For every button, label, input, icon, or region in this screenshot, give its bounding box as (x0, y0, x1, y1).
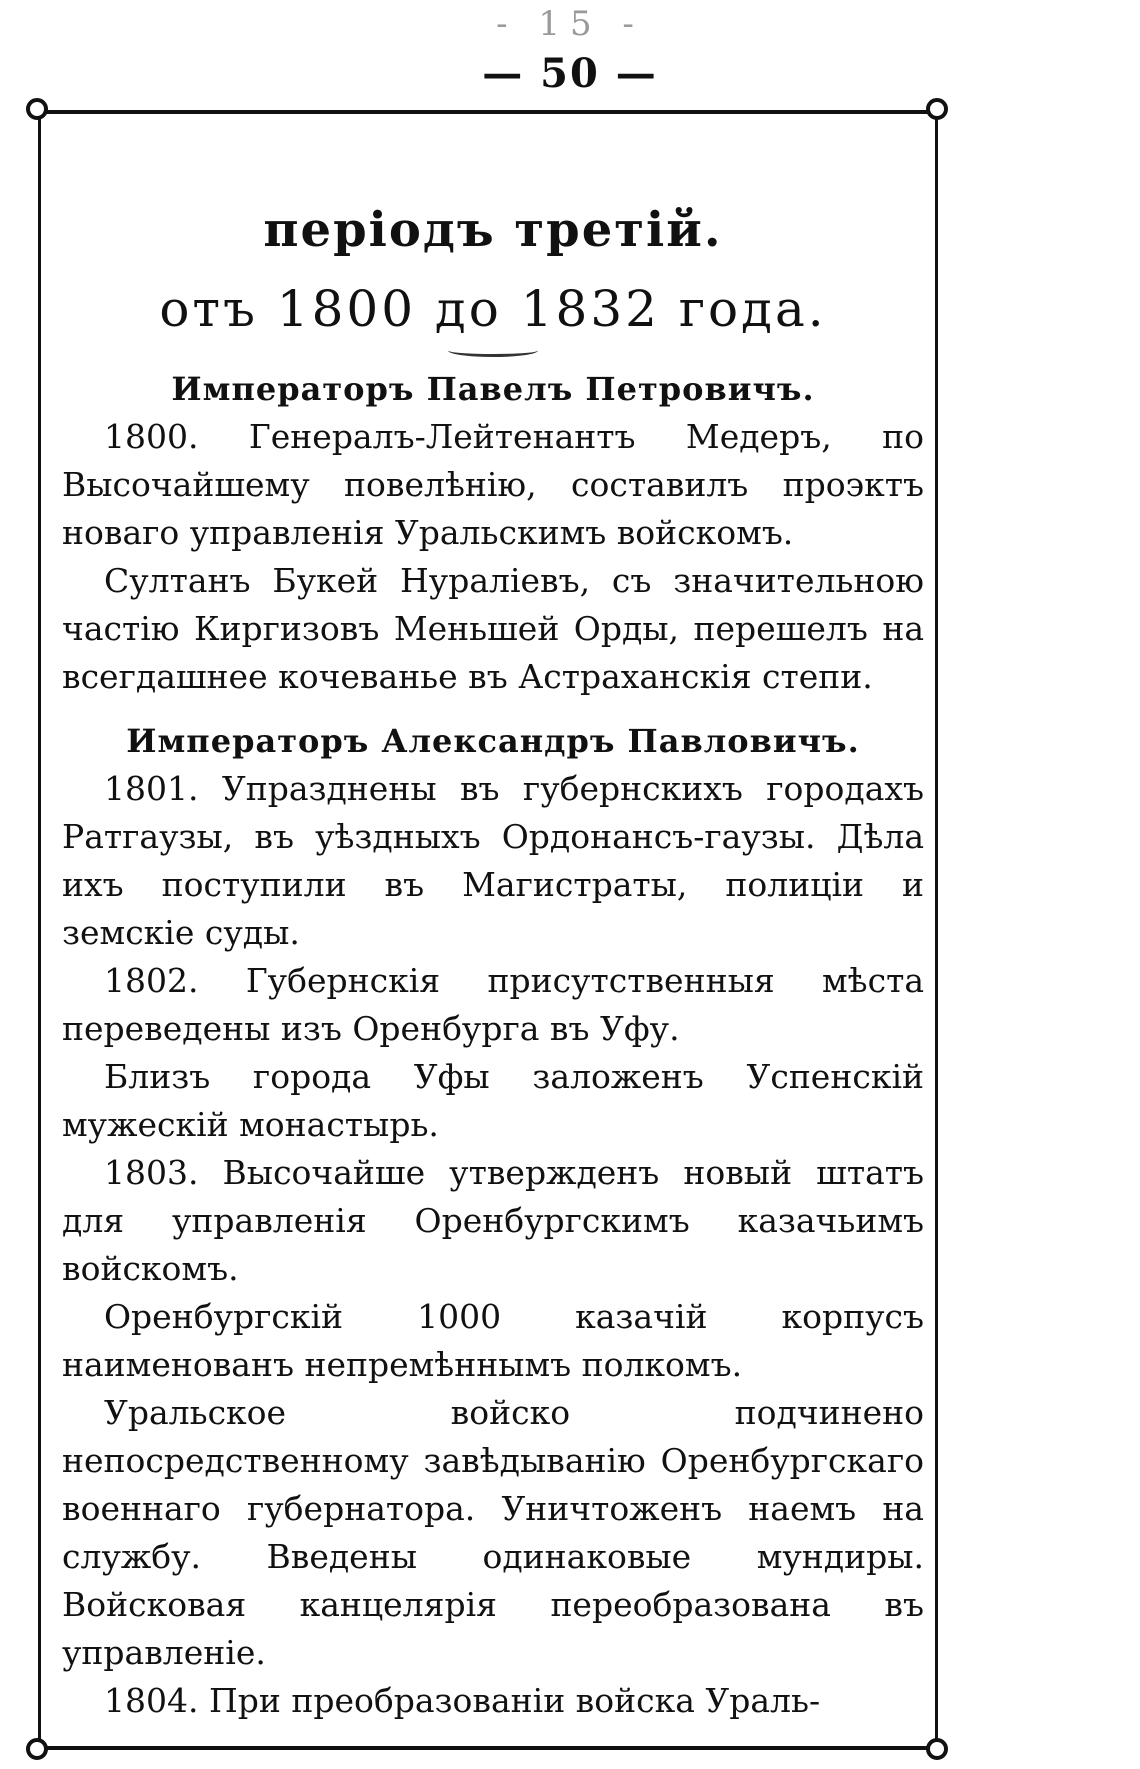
paragraph-1804: 1804. При преобразованіи войска Ураль- (104, 1681, 821, 1720)
paragraph-sultan-bukei: Султанъ Букей Нураліевъ, съ значительною частію Киргизовъ Меньшей Орды, перешелъ на всегдашнее кочеванье въ Астраханскія степи. (62, 561, 924, 696)
paragraph-ural-army: Уральское войско подчинено непосредственному завѣдыванію Оренбургскаго военнаго губернатора. Уничтоженъ наемъ на службу. Введены одинаковые мундиры. Войсковая канцелярія переобразована въ управленіе. (62, 1393, 924, 1672)
corner-ornament-icon (926, 1738, 948, 1760)
corner-ornament-icon (26, 98, 48, 120)
paragraph-corps: Оренбургскій 1000 казачій корпусъ наименованъ непремѣннымъ полкомъ. (62, 1297, 924, 1384)
bleed-through-page-number: - 15 - (496, 4, 644, 44)
decorative-rule (448, 344, 538, 357)
period-years: отъ 1800 до 1832 года. (159, 280, 827, 338)
paragraph-1800: 1800. Генералъ-Лейтенантъ Медеръ, по Высочайшему повелѣнію, составилъ проэктъ новаго управленія Уральскимъ войскомъ. (62, 417, 924, 552)
paragraph-monastery: Близъ города Уфы заложенъ Успенскій мужескій монастырь. (62, 1057, 924, 1144)
corner-ornament-icon (26, 1738, 48, 1760)
period-title: періодъ третій. (263, 202, 723, 258)
paragraph-1803: 1803. Высочайше утвержденъ новый штатъ для управленія Оренбургскимъ казачьимъ войскомъ. (62, 1153, 924, 1288)
paragraph-1801: 1801. Упразднены въ губернскихъ городахъ Ратгаузы, въ уѣздныхъ Ордонансъ-гаузы. Дѣла ихъ поступили въ Магистраты, полиціи и земскіе суды. (62, 769, 924, 952)
paragraph-1802: 1802. Губернскія присутственныя мѣста переведены изъ Оренбурга въ Уфу. (62, 961, 924, 1048)
page-content (62, 120, 924, 1725)
page-number: — 50 — (482, 50, 658, 97)
spacer (62, 701, 924, 715)
reign-heading-paul: Императоръ Павелъ Петровичъ. (171, 370, 815, 408)
corner-ornament-icon (926, 98, 948, 120)
reign-heading-alexander: Императоръ Александръ Павловичъ. (126, 722, 860, 760)
